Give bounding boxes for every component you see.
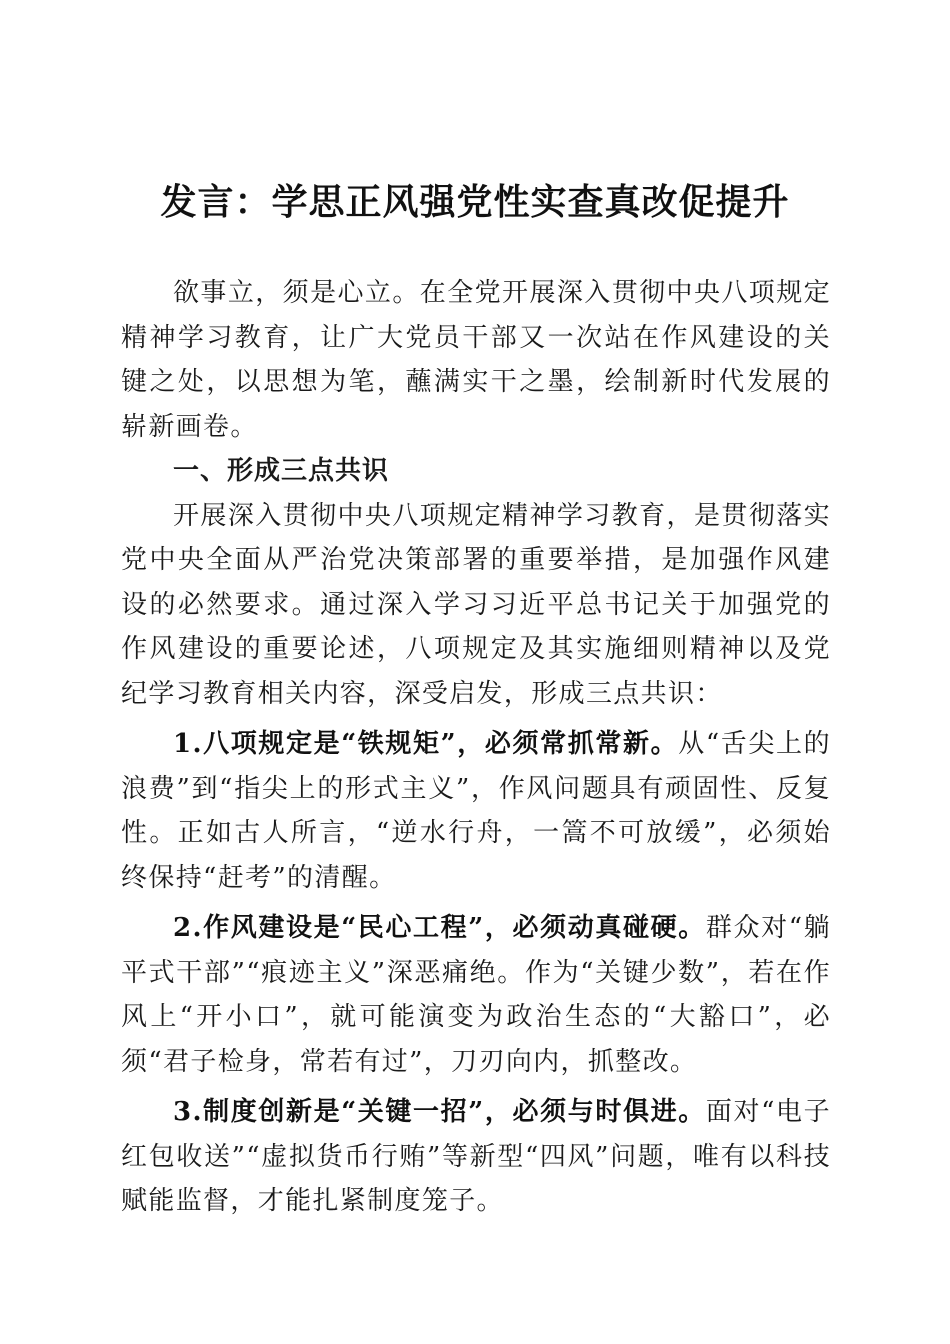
consensus-item-1 [121,722,831,900]
consensus-item-text: 从“舌尖上的浪费”到“指尖上的形式主义”，作风问题具有顽固性、反复性。正如古人所言，“逆水行舟，一篙不可放缓”，必须始终保持“赶考”的清醒。 [121,729,831,893]
consensus-item-text: 面对“电子红包收送”“虚拟货币行贿”等新型“四风”问题，唯有以科技赋能监督，才能扎紧制度笼子。 [121,1097,831,1216]
consensus-item-text: 群众对“躺平式干部”“痕迹主义”深恶痛绝。作为“关键少数”，若在作风上“开小口”，就可能演变为政治生态的“大豁口”，必须“君子检身，常若有过”，刀刃向内，抓整改。 [121,913,831,1077]
consensus-item-3 [121,1090,831,1224]
consensus-item-lead: 1.八项规定是“铁规矩”，必须常抓常新。 [173,729,679,759]
consensus-item-lead: 2.作风建设是“民心工程”，必须动真碰硬。 [173,913,706,943]
document-title: 发言：学思正风强党性实查真改促提升 [160,181,790,223]
document-body [121,271,831,1224]
section-heading: 一、形成三点共识 [173,456,390,486]
section-intro-paragraph: 开展深入贯彻中央八项规定精神学习教育，是贯彻落实党中央全面从严治党决策部署的重要举措，是加强作风建设的必然要求。通过深入学习习近平总书记关于加强党的作风建设的重要论述，八项规定及其实施细则精神以及党纪学习教育相关内容，深受启发，形成三点共识： [121,500,831,709]
consensus-item-lead: 3.制度创新是“关键一招”，必须与时俱进。 [173,1097,706,1127]
intro-paragraph: 欲事立，须是心立。在全党开展深入贯彻中央八项规定精神学习教育，让广大党员干部又一次站在作风建设的关键之处，以思想为笔，蘸满实干之墨，绘制新时代发展的崭新画卷。 [121,278,831,442]
consensus-item-2 [121,906,831,1084]
